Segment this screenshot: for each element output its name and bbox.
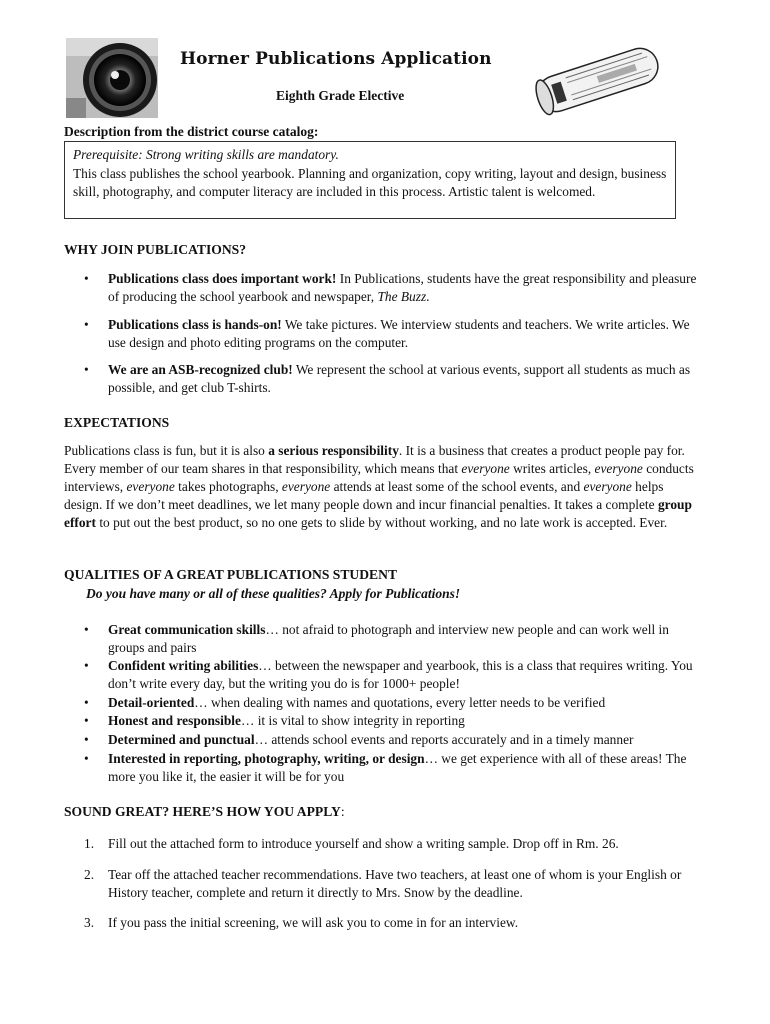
qualities-heading: QUALITIES OF A GREAT PUBLICATIONS STUDENT xyxy=(64,567,398,582)
quality-item xyxy=(84,694,706,712)
quality-item xyxy=(84,750,706,785)
bullet-icon: • xyxy=(84,271,89,286)
expectations-bold: a serious responsibility xyxy=(268,443,399,458)
catalog-heading: Description from the district course catalog: xyxy=(64,124,319,139)
apply-heading-text: SOUND GREAT? HERE’S HOW YOU APPLY xyxy=(64,804,341,819)
quality-item-bold: Determined and punctual xyxy=(108,732,255,747)
bullet-icon: • xyxy=(84,317,89,332)
why-item xyxy=(84,316,706,351)
quality-item xyxy=(84,657,706,692)
bullet-icon: • xyxy=(84,658,89,673)
step-text: Tear off the attached teacher recommendations. Have two teachers, at least one of whom is your English or History teacher, complete and return it directly to Mrs. Snow by the deadline. xyxy=(108,867,682,900)
apply-heading xyxy=(64,804,345,820)
why-item-text: We take pictures. We interview students and teachers. We write articles. We use design and photo editing programs on the computer. xyxy=(108,317,690,350)
catalog-body-text: This class publishes the school yearbook. Planning and organization, copy writing, layout and design, business skill, photography, and computer literacy are included in this process. Artistic talent is welcomed. xyxy=(73,165,667,199)
quality-item-bold: Detail-oriented xyxy=(108,695,195,710)
bullet-icon: • xyxy=(84,732,89,747)
emphasis-everyone: everyone xyxy=(126,479,175,494)
page-subtitle: Eighth Grade Elective xyxy=(276,88,405,103)
quality-item-text: … not afraid to photograph and interview new people and can work well in groups and pairs xyxy=(108,622,669,655)
apply-heading-colon: : xyxy=(340,804,345,819)
expectations-text: writes articles, xyxy=(509,461,595,476)
catalog-description-box xyxy=(64,141,676,219)
step-number: 3. xyxy=(84,915,95,930)
camera-lens-image xyxy=(66,38,158,118)
step-number: 1. xyxy=(84,836,95,851)
emphasis-everyone: everyone xyxy=(583,479,632,494)
why-item-bold: We are an ASB-recognized club! xyxy=(108,362,293,377)
bullet-icon: • xyxy=(84,713,89,728)
expectations-text: helps design. If we don’t meet deadlines, we let many people down and incur financial penalties. It takes a complete xyxy=(64,479,664,512)
emphasis-everyone: everyone xyxy=(461,461,510,476)
bullet-icon: • xyxy=(84,362,89,377)
emphasis-everyone: everyone xyxy=(594,461,643,476)
quality-item xyxy=(84,712,706,730)
quality-item-text: … between the newspaper and yearbook, this is a class that requires writing. You don’t write every day, but the writing you do is for 1000+ people! xyxy=(108,658,693,691)
rolled-newspaper-image xyxy=(528,40,668,118)
expectations-text: takes photographs, xyxy=(174,479,282,494)
expectations-text: to put out the best product, so no one gets to slide by without working, and no late work is accepted. Ever. xyxy=(95,515,668,530)
quality-item-text: … it is vital to show integrity in reporting xyxy=(240,713,465,728)
why-item-bold: Publications class does important work! xyxy=(108,271,337,286)
apply-step xyxy=(84,914,704,932)
quality-item-text: … when dealing with names and quotations, every letter needs to be verified xyxy=(194,695,606,710)
quality-item-text: … attends school events and reports accurately and in a timely manner xyxy=(254,732,634,747)
bullet-icon: • xyxy=(84,622,89,637)
expectations-text: attends at least some of the school events, and xyxy=(330,479,584,494)
why-item xyxy=(84,361,706,396)
step-text: If you pass the initial screening, we will ask you to come in for an interview. xyxy=(108,915,519,930)
quality-item xyxy=(84,731,706,749)
quality-item xyxy=(84,621,706,656)
quality-item-bold: Great communication skills xyxy=(108,622,266,637)
quality-item-bold: Confident writing abilities xyxy=(108,658,259,673)
apply-step xyxy=(84,835,704,853)
why-item-end: . xyxy=(426,288,430,304)
step-text: Fill out the attached form to introduce yourself and show a writing sample. Drop off in Rm. 26. xyxy=(108,836,619,851)
expectations-bold: group effort xyxy=(64,497,692,530)
expectations-text: Publications class is fun, but it is also xyxy=(64,443,269,458)
page-title: Horner Publications Application xyxy=(180,49,492,69)
why-item xyxy=(84,270,706,305)
qualities-subheading: Do you have many or all of these qualities? Apply for Publications! xyxy=(86,586,461,601)
expectations-text: conducts interviews, xyxy=(64,461,694,494)
emphasis-everyone: everyone xyxy=(281,479,331,494)
quality-item-text: … we get experience with all of these areas! The more you like it, the easier it will be for you xyxy=(108,751,687,784)
why-item-text: In Publications, students have the great responsibility and pleasure of producing the school yearbook and newspaper, xyxy=(108,271,697,304)
bullet-icon: • xyxy=(84,695,89,710)
why-item-text: We represent the school at various events, support all students as much as possible, and get club T-shirts. xyxy=(108,362,691,395)
quality-item-bold: Interested in reporting, photography, writing, or design xyxy=(108,751,425,766)
prerequisite-text: Prerequisite: Strong writing skills are mandatory. xyxy=(73,147,339,162)
apply-step xyxy=(84,866,704,901)
quality-item-bold: Honest and responsible xyxy=(108,713,241,728)
expectations-text: . It is a business that creates a product people pay for. Every member of our team shares in that responsibility, which means that xyxy=(64,443,685,476)
why-heading: WHY JOIN PUBLICATIONS? xyxy=(64,242,247,257)
bullet-icon: • xyxy=(84,751,89,766)
expectations-heading: EXPECTATIONS xyxy=(64,415,170,430)
step-number: 2. xyxy=(84,867,95,882)
newspaper-name: The Buzz xyxy=(377,288,427,304)
why-item-bold: Publications class is hands-on! xyxy=(108,317,282,332)
expectations-paragraph xyxy=(64,442,704,532)
